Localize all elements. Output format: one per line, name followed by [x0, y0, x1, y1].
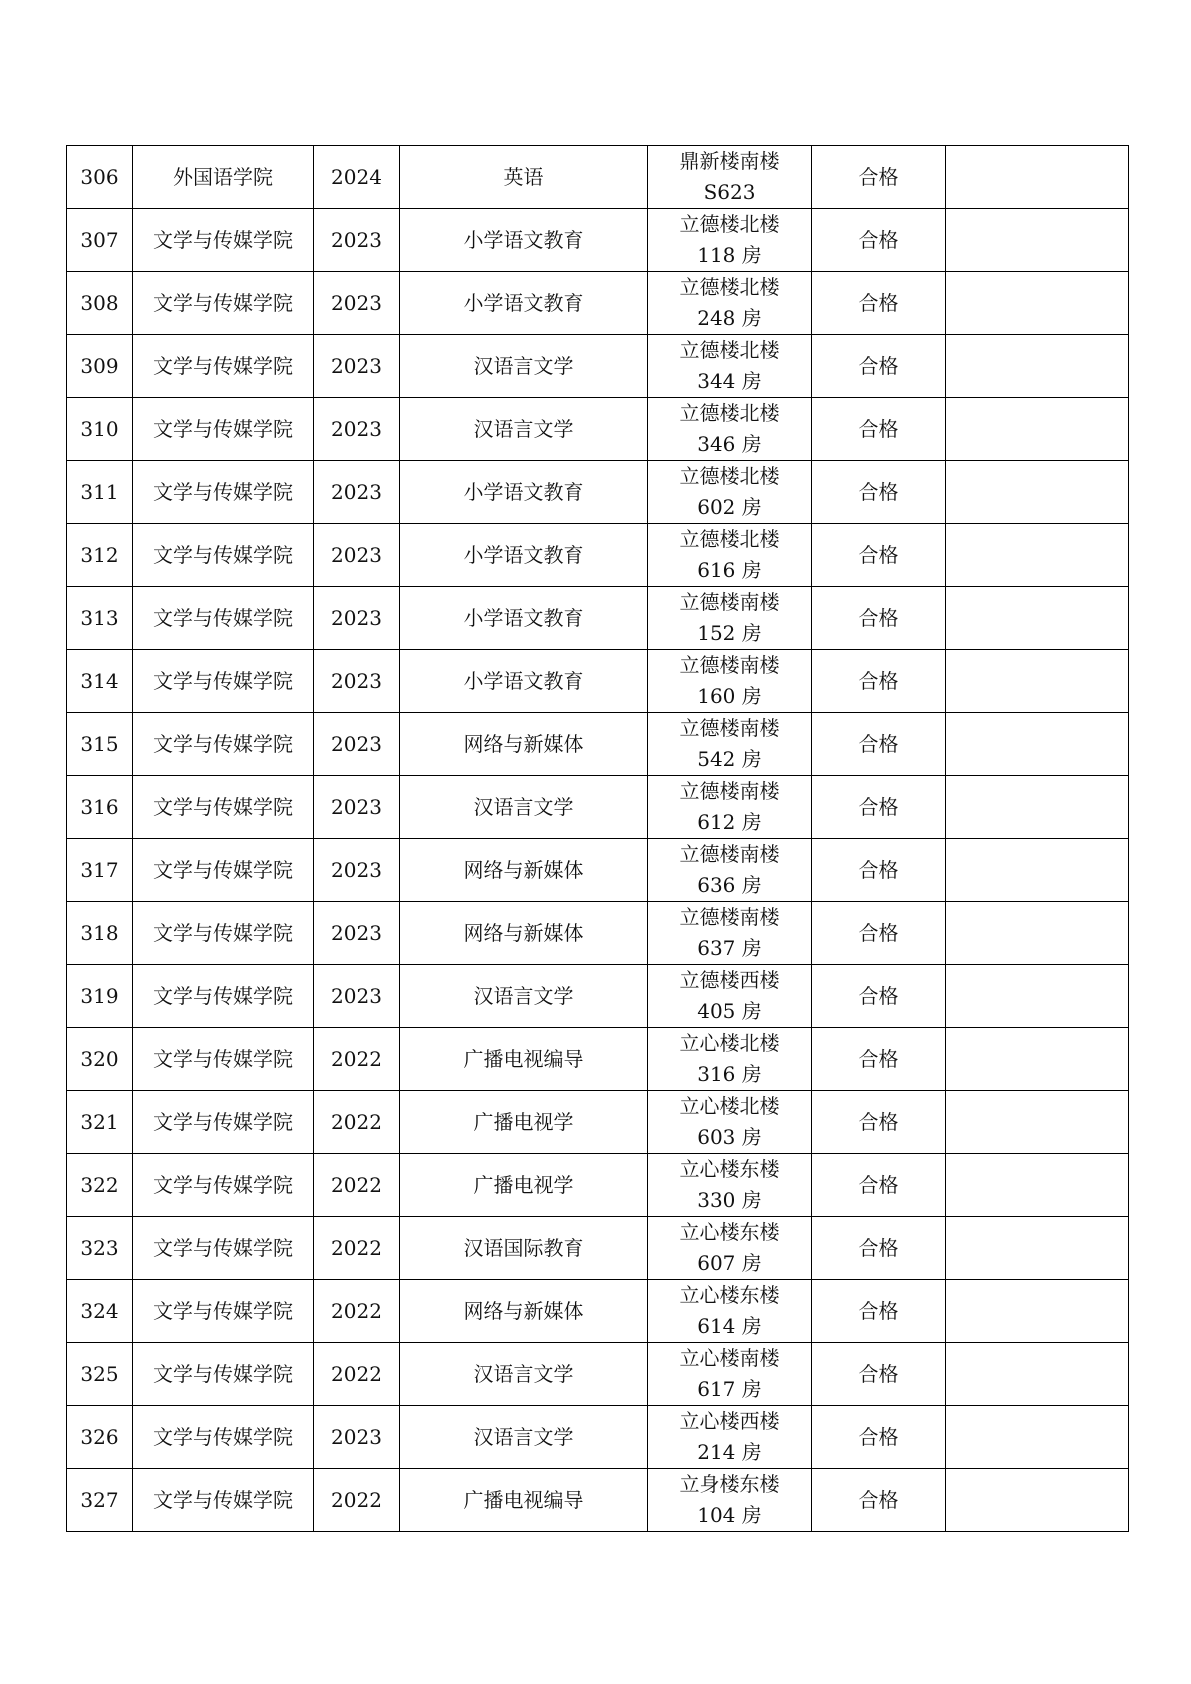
row-number-cell: 310: [67, 398, 133, 461]
inspection-result-cell: 合格: [812, 524, 946, 587]
dorm-building-text: 立心楼南楼: [679, 1346, 780, 1370]
college-cell: 文学与传媒学院: [133, 650, 314, 713]
college-cell: 文学与传媒学院: [133, 398, 314, 461]
table-row: [67, 587, 1129, 650]
dorm-building-text: 立心楼西楼: [679, 1409, 780, 1433]
dormitory-inspection-table: [66, 145, 1129, 1532]
dorm-building-text: 立心楼东楼: [679, 1220, 780, 1244]
dorm-room-cell: [648, 650, 812, 713]
grade-year-cell: 2022: [314, 1091, 400, 1154]
college-cell: 文学与传媒学院: [133, 272, 314, 335]
dorm-room-number-text: 636 房: [697, 873, 762, 897]
grade-year-cell: 2023: [314, 461, 400, 524]
remark-cell: [946, 1469, 1129, 1532]
table-row: [67, 272, 1129, 335]
dorm-room-number-text: 104 房: [697, 1503, 762, 1527]
inspection-result-cell: 合格: [812, 398, 946, 461]
dorm-room-cell: [648, 1154, 812, 1217]
grade-year-cell: 2023: [314, 776, 400, 839]
dorm-building-text: 立德楼北楼: [679, 275, 780, 299]
dorm-room-number-text: 248 房: [697, 306, 762, 330]
table-row: [67, 146, 1129, 209]
dorm-building-text: 立德楼南楼: [679, 653, 780, 677]
table-row: [67, 776, 1129, 839]
inspection-result-cell: 合格: [812, 1406, 946, 1469]
remark-cell: [946, 524, 1129, 587]
major-cell: 小学语文教育: [400, 272, 648, 335]
remark-cell: [946, 335, 1129, 398]
grade-year-cell: 2022: [314, 1469, 400, 1532]
college-cell: 文学与传媒学院: [133, 965, 314, 1028]
remark-cell: [946, 1343, 1129, 1406]
dorm-building-text: 立德楼南楼: [679, 779, 780, 803]
grade-year-cell: 2023: [314, 524, 400, 587]
dorm-building-text: 立德楼西楼: [679, 968, 780, 992]
major-cell: 网络与新媒体: [400, 839, 648, 902]
row-number-cell: 324: [67, 1280, 133, 1343]
college-cell: 文学与传媒学院: [133, 902, 314, 965]
dorm-building-text: 立德楼北楼: [679, 212, 780, 236]
dorm-building-text: 立心楼东楼: [679, 1283, 780, 1307]
dorm-building-text: 立德楼北楼: [679, 464, 780, 488]
dorm-room-number-text: 118 房: [697, 243, 762, 267]
dorm-room-cell: [648, 209, 812, 272]
dorm-building-text: 立德楼北楼: [679, 401, 780, 425]
college-cell: 文学与传媒学院: [133, 209, 314, 272]
grade-year-cell: 2022: [314, 1154, 400, 1217]
grade-year-cell: 2022: [314, 1343, 400, 1406]
dorm-building-text: 立身楼东楼: [679, 1472, 780, 1496]
table-row: [67, 335, 1129, 398]
row-number-cell: 311: [67, 461, 133, 524]
inspection-result-cell: 合格: [812, 1280, 946, 1343]
table-row: [67, 1469, 1129, 1532]
major-cell: 小学语文教育: [400, 650, 648, 713]
college-cell: 文学与传媒学院: [133, 1028, 314, 1091]
major-cell: 汉语言文学: [400, 965, 648, 1028]
table-body: [67, 146, 1129, 1532]
dorm-room-number-text: 637 房: [697, 936, 762, 960]
table-row: [67, 1091, 1129, 1154]
table-row: [67, 650, 1129, 713]
row-number-cell: 316: [67, 776, 133, 839]
inspection-result-cell: 合格: [812, 839, 946, 902]
dorm-room-number-text: S623: [703, 180, 756, 204]
table-row: [67, 209, 1129, 272]
inspection-result-cell: 合格: [812, 650, 946, 713]
dorm-room-cell: [648, 1406, 812, 1469]
dorm-room-number-text: 214 房: [697, 1440, 762, 1464]
grade-year-cell: 2022: [314, 1217, 400, 1280]
dorm-room-cell: [648, 461, 812, 524]
dorm-room-number-text: 607 房: [697, 1251, 762, 1275]
dorm-building-text: 立心楼北楼: [679, 1031, 780, 1055]
remark-cell: [946, 839, 1129, 902]
major-cell: 汉语言文学: [400, 776, 648, 839]
grade-year-cell: 2022: [314, 1028, 400, 1091]
inspection-result-cell: 合格: [812, 1343, 946, 1406]
college-cell: 文学与传媒学院: [133, 713, 314, 776]
row-number-cell: 327: [67, 1469, 133, 1532]
dorm-room-cell: [648, 1217, 812, 1280]
inspection-result-cell: 合格: [812, 1028, 946, 1091]
dorm-room-cell: [648, 1469, 812, 1532]
remark-cell: [946, 272, 1129, 335]
table-row: [67, 1217, 1129, 1280]
inspection-result-cell: 合格: [812, 1469, 946, 1532]
dorm-room-number-text: 152 房: [697, 621, 762, 645]
dorm-room-cell: [648, 713, 812, 776]
dorm-building-text: 立德楼北楼: [679, 527, 780, 551]
table-row: [67, 1154, 1129, 1217]
major-cell: 广播电视学: [400, 1154, 648, 1217]
major-cell: 广播电视学: [400, 1091, 648, 1154]
table-row: [67, 965, 1129, 1028]
dorm-room-number-text: 330 房: [697, 1188, 762, 1212]
row-number-cell: 309: [67, 335, 133, 398]
dorm-room-cell: [648, 839, 812, 902]
major-cell: 网络与新媒体: [400, 902, 648, 965]
major-cell: 广播电视编导: [400, 1028, 648, 1091]
major-cell: 汉语言文学: [400, 398, 648, 461]
remark-cell: [946, 1280, 1129, 1343]
dorm-room-cell: [648, 902, 812, 965]
major-cell: 汉语言文学: [400, 1406, 648, 1469]
grade-year-cell: 2023: [314, 650, 400, 713]
grade-year-cell: 2023: [314, 209, 400, 272]
college-cell: 文学与传媒学院: [133, 1343, 314, 1406]
dorm-room-number-text: 160 房: [697, 684, 762, 708]
remark-cell: [946, 650, 1129, 713]
row-number-cell: 317: [67, 839, 133, 902]
remark-cell: [946, 1406, 1129, 1469]
college-cell: 文学与传媒学院: [133, 1406, 314, 1469]
inspection-result-cell: 合格: [812, 902, 946, 965]
major-cell: 小学语文教育: [400, 524, 648, 587]
remark-cell: [946, 587, 1129, 650]
row-number-cell: 308: [67, 272, 133, 335]
table-row: [67, 839, 1129, 902]
table-row: [67, 461, 1129, 524]
college-cell: 文学与传媒学院: [133, 335, 314, 398]
row-number-cell: 314: [67, 650, 133, 713]
table-row: [67, 398, 1129, 461]
remark-cell: [946, 1028, 1129, 1091]
inspection-result-cell: 合格: [812, 1154, 946, 1217]
dorm-room-number-text: 616 房: [697, 558, 762, 582]
remark-cell: [946, 1154, 1129, 1217]
college-cell: 文学与传媒学院: [133, 1154, 314, 1217]
remark-cell: [946, 776, 1129, 839]
remark-cell: [946, 398, 1129, 461]
dorm-room-number-text: 614 房: [697, 1314, 762, 1338]
dorm-room-cell: [648, 1028, 812, 1091]
college-cell: 外国语学院: [133, 146, 314, 209]
table-row: [67, 1028, 1129, 1091]
remark-cell: [946, 902, 1129, 965]
dorm-room-cell: [648, 335, 812, 398]
grade-year-cell: 2023: [314, 1406, 400, 1469]
grade-year-cell: 2023: [314, 902, 400, 965]
table-row: [67, 1280, 1129, 1343]
remark-cell: [946, 713, 1129, 776]
inspection-result-cell: 合格: [812, 1217, 946, 1280]
grade-year-cell: 2023: [314, 272, 400, 335]
dorm-building-text: 立德楼南楼: [679, 590, 780, 614]
dorm-building-text: 立德楼南楼: [679, 905, 780, 929]
dorm-room-cell: [648, 272, 812, 335]
inspection-result-cell: 合格: [812, 335, 946, 398]
major-cell: 英语: [400, 146, 648, 209]
grade-year-cell: 2023: [314, 398, 400, 461]
row-number-cell: 320: [67, 1028, 133, 1091]
major-cell: 汉语言文学: [400, 1343, 648, 1406]
dorm-room-cell: [648, 776, 812, 839]
dorm-building-text: 立德楼北楼: [679, 338, 780, 362]
row-number-cell: 319: [67, 965, 133, 1028]
college-cell: 文学与传媒学院: [133, 1280, 314, 1343]
inspection-result-cell: 合格: [812, 461, 946, 524]
remark-cell: [946, 1217, 1129, 1280]
row-number-cell: 323: [67, 1217, 133, 1280]
major-cell: 广播电视编导: [400, 1469, 648, 1532]
college-cell: 文学与传媒学院: [133, 1217, 314, 1280]
college-cell: 文学与传媒学院: [133, 524, 314, 587]
dorm-building-text: 立心楼东楼: [679, 1157, 780, 1181]
table-row: [67, 1343, 1129, 1406]
dorm-room-cell: [648, 398, 812, 461]
major-cell: 汉语国际教育: [400, 1217, 648, 1280]
dorm-room-cell: [648, 524, 812, 587]
dorm-room-cell: [648, 1091, 812, 1154]
college-cell: 文学与传媒学院: [133, 461, 314, 524]
table-row: [67, 524, 1129, 587]
major-cell: 小学语文教育: [400, 587, 648, 650]
inspection-result-cell: 合格: [812, 587, 946, 650]
college-cell: 文学与传媒学院: [133, 776, 314, 839]
dorm-room-number-text: 612 房: [697, 810, 762, 834]
grade-year-cell: 2023: [314, 335, 400, 398]
grade-year-cell: 2023: [314, 713, 400, 776]
remark-cell: [946, 461, 1129, 524]
grade-year-cell: 2023: [314, 965, 400, 1028]
dorm-room-number-text: 542 房: [697, 747, 762, 771]
dorm-building-text: 立德楼南楼: [679, 842, 780, 866]
major-cell: 网络与新媒体: [400, 713, 648, 776]
row-number-cell: 322: [67, 1154, 133, 1217]
row-number-cell: 315: [67, 713, 133, 776]
row-number-cell: 318: [67, 902, 133, 965]
dorm-room-cell: [648, 146, 812, 209]
inspection-result-cell: 合格: [812, 272, 946, 335]
table-row: [67, 713, 1129, 776]
dorm-room-cell: [648, 587, 812, 650]
grade-year-cell: 2023: [314, 587, 400, 650]
dorm-building-text: 立德楼南楼: [679, 716, 780, 740]
grade-year-cell: 2022: [314, 1280, 400, 1343]
college-cell: 文学与传媒学院: [133, 587, 314, 650]
dorm-room-cell: [648, 1280, 812, 1343]
inspection-result-cell: 合格: [812, 1091, 946, 1154]
inspection-result-cell: 合格: [812, 776, 946, 839]
inspection-result-cell: 合格: [812, 965, 946, 1028]
dorm-room-number-text: 602 房: [697, 495, 762, 519]
dorm-room-number-text: 603 房: [697, 1125, 762, 1149]
college-cell: 文学与传媒学院: [133, 1091, 314, 1154]
inspection-result-cell: 合格: [812, 209, 946, 272]
remark-cell: [946, 146, 1129, 209]
row-number-cell: 306: [67, 146, 133, 209]
grade-year-cell: 2023: [314, 839, 400, 902]
major-cell: 汉语言文学: [400, 335, 648, 398]
major-cell: 网络与新媒体: [400, 1280, 648, 1343]
remark-cell: [946, 1091, 1129, 1154]
table-row: [67, 902, 1129, 965]
dorm-room-number-text: 617 房: [697, 1377, 762, 1401]
row-number-cell: 321: [67, 1091, 133, 1154]
row-number-cell: 326: [67, 1406, 133, 1469]
row-number-cell: 312: [67, 524, 133, 587]
inspection-result-cell: 合格: [812, 146, 946, 209]
major-cell: 小学语文教育: [400, 209, 648, 272]
dorm-building-text: 鼎新楼南楼: [679, 149, 780, 173]
row-number-cell: 325: [67, 1343, 133, 1406]
dorm-room-number-text: 346 房: [697, 432, 762, 456]
dorm-room-cell: [648, 1343, 812, 1406]
row-number-cell: 307: [67, 209, 133, 272]
inspection-result-cell: 合格: [812, 713, 946, 776]
college-cell: 文学与传媒学院: [133, 839, 314, 902]
dorm-building-text: 立心楼北楼: [679, 1094, 780, 1118]
table-row: [67, 1406, 1129, 1469]
dorm-room-number-text: 405 房: [697, 999, 762, 1023]
remark-cell: [946, 965, 1129, 1028]
dorm-room-number-text: 316 房: [697, 1062, 762, 1086]
dorm-room-number-text: 344 房: [697, 369, 762, 393]
grade-year-cell: 2024: [314, 146, 400, 209]
remark-cell: [946, 209, 1129, 272]
major-cell: 小学语文教育: [400, 461, 648, 524]
dorm-room-cell: [648, 965, 812, 1028]
college-cell: 文学与传媒学院: [133, 1469, 314, 1532]
row-number-cell: 313: [67, 587, 133, 650]
